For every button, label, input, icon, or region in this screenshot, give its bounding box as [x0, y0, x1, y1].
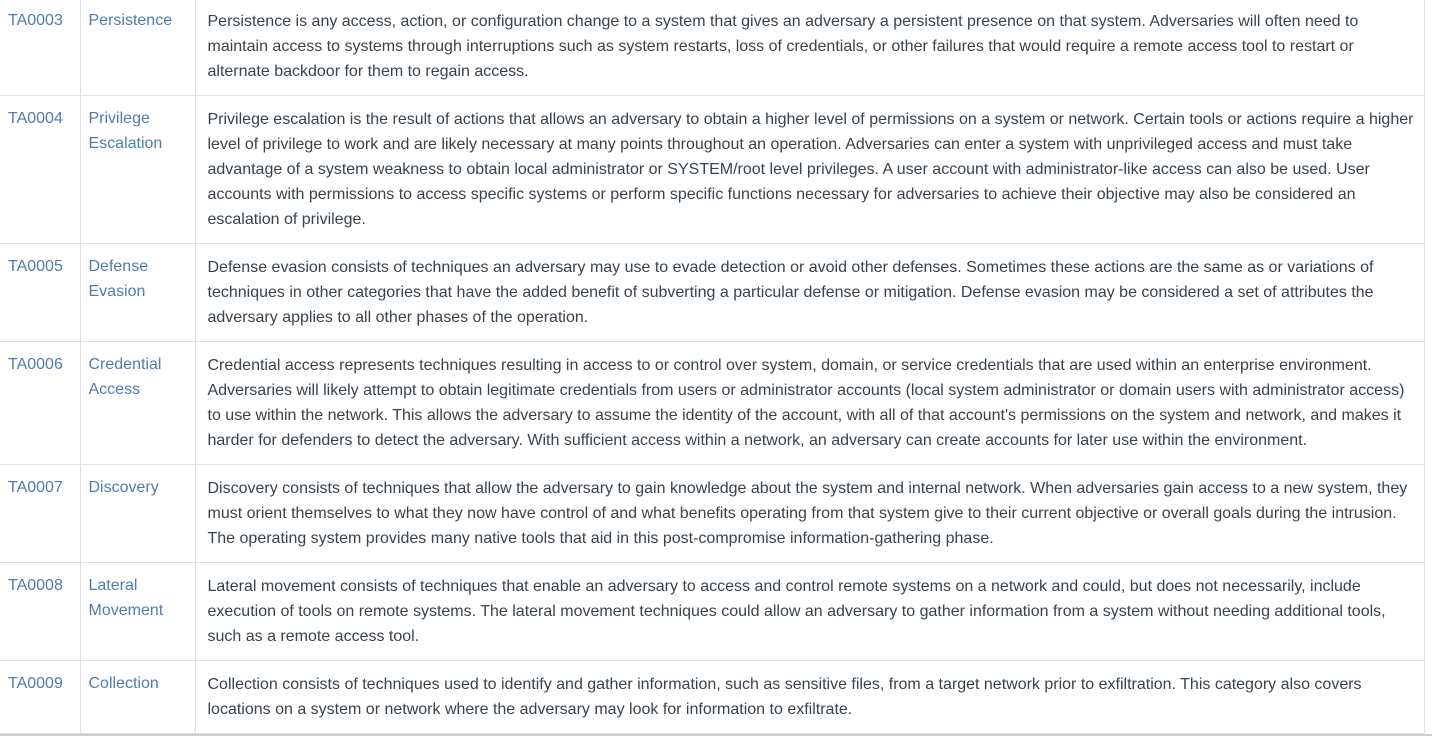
tactic-name-cell: [80, 661, 195, 734]
table-row: [0, 342, 1424, 465]
tactic-id-link[interactable]: TA0003: [8, 12, 63, 29]
tactic-name-cell: [80, 0, 195, 96]
tactic-name-cell: [80, 563, 195, 661]
tactic-id-cell: [0, 661, 80, 734]
tactic-description: Collection consists of techniques used to identify and gather information, such as sensitive files, from a target network prior to exfiltration. This category also covers locations on a system or network where the adversary may look for information to exfiltrate.: [195, 661, 1424, 734]
tactic-description: Defense evasion consists of techniques an adversary may use to evade detection or avoid other defenses. Sometimes these actions are the same as or variations of techniques in other categories that have the added benefit of subverting a particular defense or mitigation. Defense evasion may be considered a set of attributes the adversary applies to all other phases of the operation.: [195, 244, 1424, 342]
tactic-name-cell: [80, 244, 195, 342]
tactic-id-cell: [0, 244, 80, 342]
tactic-name-link[interactable]: Defense Evasion: [88, 258, 149, 300]
tactic-name-link[interactable]: Discovery: [88, 479, 159, 496]
tactic-description: Privilege escalation is the result of actions that allows an adversary to obtain a higher level of permissions on a system or network. Certain tools or actions require a higher level of privilege to work and are likely necessary at many points throughout an operation. Adversaries can enter a system with unprivileged access and must take advantage of a system weakness to obtain local administrator or SYSTEM/root level privileges. A user account with administrator-like access can also be used. User accounts with permissions to access specific systems or perform specific functions necessary for adversaries to achieve their objective may also be considered an escalation of privilege.: [195, 96, 1424, 244]
tactic-id-cell: [0, 342, 80, 465]
table-row: [0, 244, 1424, 342]
tactic-id-link[interactable]: TA0006: [8, 356, 63, 373]
tactic-id-cell: [0, 96, 80, 244]
tactic-id-link[interactable]: TA0007: [8, 479, 63, 496]
tactic-name-link[interactable]: Credential Access: [88, 356, 162, 398]
tactic-name-cell: [80, 96, 195, 244]
tactic-name-cell: [80, 342, 195, 465]
tactic-id-link[interactable]: TA0005: [8, 258, 63, 275]
tactic-id-link[interactable]: TA0004: [8, 110, 63, 127]
tactic-id-cell: [0, 0, 80, 96]
table-row: [0, 0, 1424, 96]
tactic-name-link[interactable]: Persistence: [88, 12, 173, 29]
tactic-description: Persistence is any access, action, or configuration change to a system that gives an adversary a persistent presence on that system. Adversaries will often need to maintain access to systems through interruptions such as system restarts, loss of credentials, or other failures that would require a remote access tool to restart or alternate backdoor for them to regain access.: [195, 0, 1424, 96]
tactic-name-cell: [80, 465, 195, 563]
tactic-id-cell: [0, 563, 80, 661]
table-row: [0, 96, 1424, 244]
tactic-description: Credential access represents techniques resulting in access to or control over system, domain, or service credentials that are used within an enterprise environment. Adversaries will likely attempt to obtain legitimate credentials from users or administrator accounts (local system administrator or domain users with administrator access) to use within the network. This allows the adversary to assume the identity of the account, with all of that account's permissions on the system and network, and makes it harder for defenders to detect the adversary. With sufficient access within a network, an adversary can create accounts for later use within the environment.: [195, 342, 1424, 465]
table-row: [0, 465, 1424, 563]
table-row: [0, 661, 1424, 734]
tactic-name-link[interactable]: Privilege Escalation: [88, 110, 163, 152]
tactic-id-cell: [0, 465, 80, 563]
tactic-description: Lateral movement consists of techniques that enable an adversary to access and control remote systems on a network and could, but does not necessarily, include execution of tools on remote systems. The lateral movement techniques could allow an adversary to gather information from a system without needing additional tools, such as a remote access tool.: [195, 563, 1424, 661]
tactic-description: Discovery consists of techniques that allow the adversary to gain knowledge about the system and internal network. When adversaries gain access to a new system, they must orient themselves to what they now have control of and what benefits operating from that system give to their current objective or overall goals during the intrusion. The operating system provides many native tools that aid in this post-compromise information-gathering phase.: [195, 465, 1424, 563]
tactic-name-link[interactable]: Collection: [88, 675, 159, 692]
tactic-name-link[interactable]: Lateral Movement: [88, 577, 164, 619]
table-row: [0, 563, 1424, 661]
tactic-id-link[interactable]: TA0009: [8, 675, 63, 692]
tactic-id-link[interactable]: TA0008: [8, 577, 63, 594]
